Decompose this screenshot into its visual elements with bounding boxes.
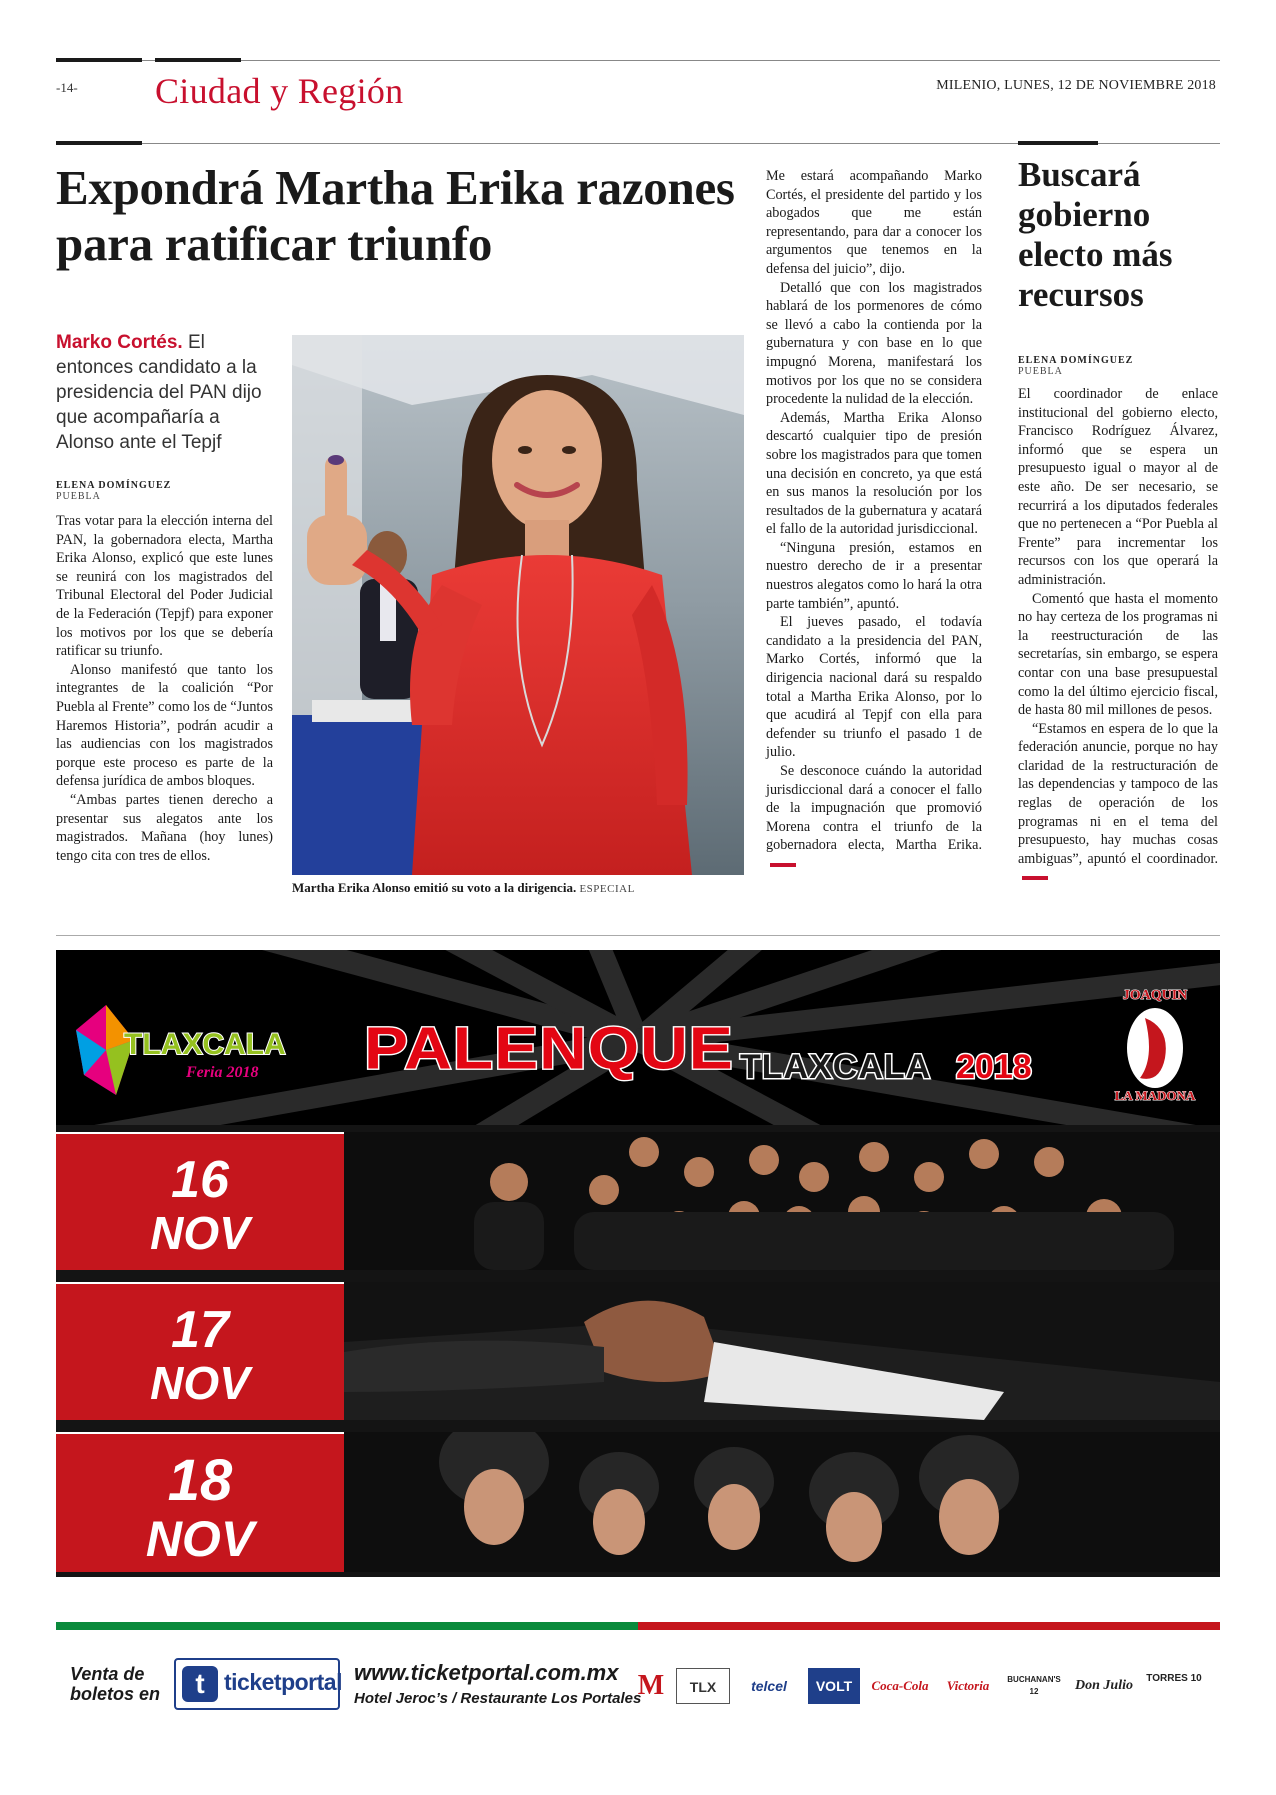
venta-label: Venta de boletos en: [70, 1664, 161, 1704]
tlaxcala-logo-sub: Feria 2018: [186, 1064, 259, 1081]
sidebar-headline: Buscará gobierno electo más recursos: [1018, 155, 1173, 314]
band-photo: [344, 1432, 1220, 1572]
ad-banner-top: [56, 950, 1220, 1125]
header-accent-rule-section: [155, 58, 241, 62]
ad-subtitle-word: TLAXCALA: [740, 1048, 932, 1086]
date-month: NOV: [145, 1511, 255, 1567]
paragraph: Además, Martha Erika Alonso descartó cualquier tipo de presión sobre los magistrados para que tomen una decisión en concreto, ya que está en sus manos la resolución por los resultados de la gubernatura y acatará el fallo de la autoridad jurisdiccional.: [766, 409, 982, 538]
paragraph: Me estará acompañando Marko Cortés, el presidente del partido y los abogados que me están representando, para dar a conocer los argumentos que tenemos en la defensa del juicio”, dijo.: [766, 168, 982, 277]
deck-kicker: Marko Cortés.: [56, 332, 183, 353]
main-headline: Expondrá Martha Erika razones para ratificar triunfo: [56, 160, 735, 271]
joaquin-logo-top: JOAQUIN: [1122, 988, 1188, 1003]
ticketportal-url[interactable]: www.ticketportal.com.mx: [354, 1660, 619, 1685]
dateline: MILENIO, LUNES, 12 DE NOVIEMBRE 2018: [936, 78, 1216, 93]
paragraph: “Ninguna presión, estamos en nuestro derecho de ir a presentar nuestros alegatos como lo hará la otra parte también”, apuntó.: [766, 539, 982, 612]
ad-date-band-16: [56, 1132, 1220, 1270]
story-deck: [56, 330, 276, 455]
story-accent-rule: [56, 141, 142, 145]
sponsor-donjulio-logo: Don Julio: [1075, 1678, 1133, 1693]
ad-date-band-18: [56, 1432, 1220, 1572]
story-column-3: [766, 167, 982, 874]
band-group-photo: [344, 1132, 1220, 1270]
byline-city: PUEBLA: [56, 491, 101, 502]
date-day: 17: [171, 1301, 229, 1359]
paragraph-text: Se desconoce cuándo la autoridad jurisdiccional dará a conocer el fallo de la impugnación que promovió Morena contra el triunfo de la gobernadora electa, Martha Erika.: [766, 763, 982, 854]
ticketportal-mark-icon: t: [182, 1666, 218, 1702]
date-day: 18: [167, 1448, 233, 1513]
paragraph: El coordinador de enlace institucional del gobierno electo, Francisco Rodríguez Álvarez, informó que se espera un presupuesto igual o mayor al de este año. De ser necesario, se recurrirá a los diputados federales que no pertenecen a “Por Puebla al Frente” para incrementar los recursos con los que operará la administración.: [1018, 386, 1218, 588]
sponsor-torres-logo: TORRES 10: [1146, 1673, 1202, 1684]
byline-city: PUEBLA: [1018, 366, 1063, 377]
paragraph-text: “Estamos en espera de lo que la federación anuncie, porque no hay claridad de la restructuración de las dependencias y tampoco de las reglas de operación de los programas ni en el tema del presupuesto, hay muchas cosas ambiguas”, apuntó el coordinador.: [1018, 720, 1218, 867]
paragraph: Detalló que con los magistrados hablará de los pormenores de cómo se llevó a cabo la contienda por la gubernatura y con base en lo que impugnó Morena, manifestará los motivos por los que no se considera procedente la nulidad de la elección.: [766, 279, 982, 408]
sidebar-byline: [1018, 355, 1133, 377]
sponsor-m-logo: M: [637, 1670, 665, 1701]
palenque-advertisement: [56, 950, 1220, 1612]
tlaxcala-logo-word: TLAXCALA: [124, 1028, 286, 1061]
ticket-venue: Hotel Jeroc’s / Restaurante Los Portales: [354, 1690, 642, 1707]
section-title: Ciudad y Región: [155, 71, 404, 111]
sponsor-volt-logo: VOLT: [808, 1668, 860, 1704]
paragraph: “Ambas partes tienen derecho a presentar sus alegatos ante los magistrados. Mañana (hoy lunes) tengo cita con tres de ellos.: [56, 791, 273, 864]
story-photo: [292, 335, 744, 875]
page-number: -14-: [56, 80, 78, 95]
paragraph: El jueves pasado, el todavía candidato a la presidencia del PAN, Marko Cortés, informó que la dirigencia nacional dará su respaldo total a Martha Erika Alonso, por lo que acudirá al Tepjf con ella para defender su triunfo el pasado 1 de julio.: [766, 614, 982, 761]
sidebar-accent-rule: [1018, 141, 1098, 145]
artist-photo: [344, 1282, 1220, 1420]
tlaxcala-feria-logo: [76, 1000, 311, 1100]
deck-text: El entonces candidato a la presidencia del PAN dijo que acompañaría a Alonso ante el Tepjf: [56, 332, 262, 453]
paragraph-last: [766, 762, 982, 874]
joaquin-logo-bottom: LA MADONA: [1114, 1088, 1196, 1103]
story-column-1: [56, 512, 273, 865]
end-mark-icon: [1022, 876, 1048, 880]
caption-credit: ESPECIAL: [579, 883, 635, 895]
date-month: NOV: [150, 1207, 250, 1259]
paragraph: Alonso manifestó que tanto los integrantes de la coalición “Por Puebla al Frente” como los de “Juntos Haremos Historia”, podrán acudir a las audiencias con los magistrados porque este proceso es parte de la defensa jurídica de ambos bloques.: [56, 661, 273, 790]
paragraph: Tras votar para la elección interna del PAN, la gobernadora electa, Martha Erika Alonso, explicó que este lunes se reunirá con los magistrados del Tribunal Electoral del Poder Judicial de la Federación (Tepjf) para exponer los motivos por los que se debería ratificar su triunfo.: [56, 513, 273, 660]
sponsor-cocacola-logo: Coca-Cola: [871, 1678, 929, 1693]
sponsor-victoria-logo: Victoria: [946, 1678, 990, 1693]
byline-author: ELENA DOMÍNGUEZ: [1018, 355, 1134, 366]
sponsor-tlx-logo: TLX: [676, 1668, 730, 1704]
ad-separator-rule: [56, 935, 1220, 936]
date-day: 16: [171, 1151, 229, 1209]
paragraph-last: [1018, 720, 1218, 887]
joaquin-la-madona-logo: [1110, 988, 1200, 1106]
ad-subtitle-year: 2018: [956, 1048, 1032, 1086]
ad-title: PALENQUE: [364, 1014, 734, 1082]
ad-bottom-strip: [56, 1577, 1220, 1612]
tricolor-rule: [56, 1617, 1220, 1625]
ticketportal-logo: [174, 1658, 340, 1710]
ticketportal-wordmark: ticketportal: [224, 1669, 342, 1695]
header-accent-rule-left: [56, 58, 142, 62]
date-month: NOV: [150, 1357, 250, 1409]
end-mark-icon: [770, 863, 796, 867]
photo-caption: [292, 880, 752, 896]
byline-author: ELENA DOMÍNGUEZ: [56, 480, 172, 491]
byline: [56, 480, 171, 502]
sponsor-buchanans-logo: BUCHANAN'S 12: [1007, 1675, 1061, 1696]
paragraph: Comentó que hasta el momento no hay certeza de los programas ni la reestructuración de las secretarías, sin embargo, se espera contar con una base presupuestal como la del último ejercicio fiscal, de hasta 80 mil millones de pesos.: [1018, 590, 1218, 719]
sidebar-column: [1018, 385, 1218, 887]
sponsor-telcel-logo: telcel: [751, 1678, 787, 1694]
ad-date-band-17: [56, 1282, 1220, 1420]
caption-text: Martha Erika Alonso emitió su voto a la dirigencia.: [292, 880, 577, 895]
